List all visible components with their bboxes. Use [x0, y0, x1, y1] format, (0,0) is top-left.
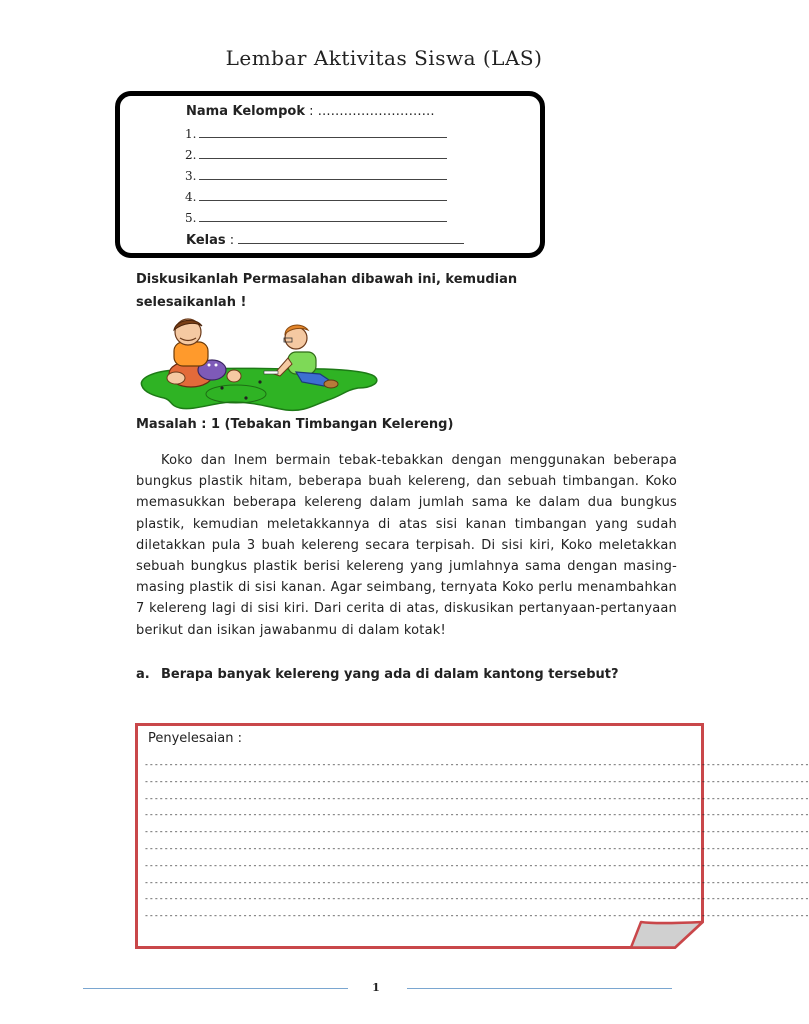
member-blank-line[interactable] — [199, 210, 447, 222]
question-a — [136, 664, 677, 685]
member-row-2 — [185, 147, 447, 162]
member-row-1 — [185, 126, 447, 141]
footer-divider-right — [407, 988, 672, 989]
answer-dotted-line: --------------------------------------------------------------------------------------------------------------------------------------- — [144, 826, 809, 837]
question-text: Berapa banyak kelereng yang ada di dalam kantong tersebut? — [161, 667, 619, 682]
answer-dotted-line: --------------------------------------------------------------------------------------------------------------------------------------- — [144, 792, 809, 803]
answer-dotted-line: --------------------------------------------------------------------------------------------------------------------------------------- — [144, 842, 809, 853]
member-number: 1. — [185, 127, 197, 141]
problem-title: Masalah : 1 (Tebakan Timbangan Kelereng) — [136, 417, 454, 432]
answer-dotted-line: --------------------------------------------------------------------------------------------------------------------------------------- — [144, 893, 809, 904]
instruction-line-1: Diskusikanlah Permasalahan dibawah ini, kemudian — [136, 272, 518, 287]
answer-dotted-line: --------------------------------------------------------------------------------------------------------------------------------------- — [144, 775, 809, 786]
footer-divider-left — [83, 988, 348, 989]
group-name-label: Nama Kelompok — [186, 104, 305, 119]
problem-story: Koko dan Inem bermain tebak-tebakkan dengan menggunakan beberapa bungkus plastik hitam, beberapa buah kelereng, dan sebuah timbangan. Koko memasukkan beberapa kelereng dalam jumlah sama ke dalam dua bungkus plastik, kemudian meletakkannya di atas sisi kanan timbangan yang sudah diletakkan pula 3 buah kelereng secara terpisah. Di sisi kiri, Koko meletakkan sebuah bungkus plastik berisi kelereng yang jumlahnya sama dengan masing-masing plastik di sisi kanan. Agar seimbang, ternyata Koko perlu menambahkan 7 kelereng lagi di sisi kiri. Dari cerita di atas, diskusikan pertanyaan-pertanyaan berikut dan isikan jawabanmu di dalam kotak! — [136, 453, 677, 638]
member-number: 4. — [185, 190, 197, 204]
member-number: 3. — [185, 169, 197, 183]
answer-title: Penyelesaian : — [148, 731, 242, 746]
children-playing-marbles-illustration — [136, 316, 378, 413]
member-row-5 — [185, 210, 447, 225]
answer-dotted-line: --------------------------------------------------------------------------------------------------------------------------------------- — [144, 876, 809, 887]
question-letter: a. — [136, 667, 150, 682]
member-row-4 — [185, 189, 447, 204]
class-label: Kelas — [186, 233, 226, 248]
group-name-value: : ……………………… — [304, 104, 435, 119]
member-blank-line[interactable] — [199, 147, 447, 159]
page-number: 1 — [372, 981, 380, 994]
group-name-row — [186, 104, 435, 119]
answer-dotted-line: --------------------------------------------------------------------------------------------------------------------------------------- — [144, 859, 809, 870]
class-row — [186, 230, 464, 248]
class-separator: : — [225, 233, 239, 248]
answer-dotted-line: --------------------------------------------------------------------------------------------------------------------------------------- — [144, 910, 809, 921]
page-title: Lembar Aktivitas Siswa (LAS) — [225, 46, 543, 70]
member-blank-line[interactable] — [199, 168, 447, 180]
answer-dotted-line: --------------------------------------------------------------------------------------------------------------------------------------- — [144, 809, 809, 820]
answer-writing-area[interactable] — [144, 756, 809, 924]
member-blank-line[interactable] — [199, 189, 447, 201]
answer-dotted-line: --------------------------------------------------------------------------------------------------------------------------------------- — [144, 759, 809, 769]
member-blank-line[interactable] — [199, 126, 447, 138]
member-row-3 — [185, 168, 447, 183]
member-number: 2. — [185, 148, 197, 162]
member-number: 5. — [185, 211, 197, 225]
instruction-line-2: selesaikanlah ! — [136, 295, 247, 310]
class-blank-line[interactable] — [238, 230, 464, 244]
